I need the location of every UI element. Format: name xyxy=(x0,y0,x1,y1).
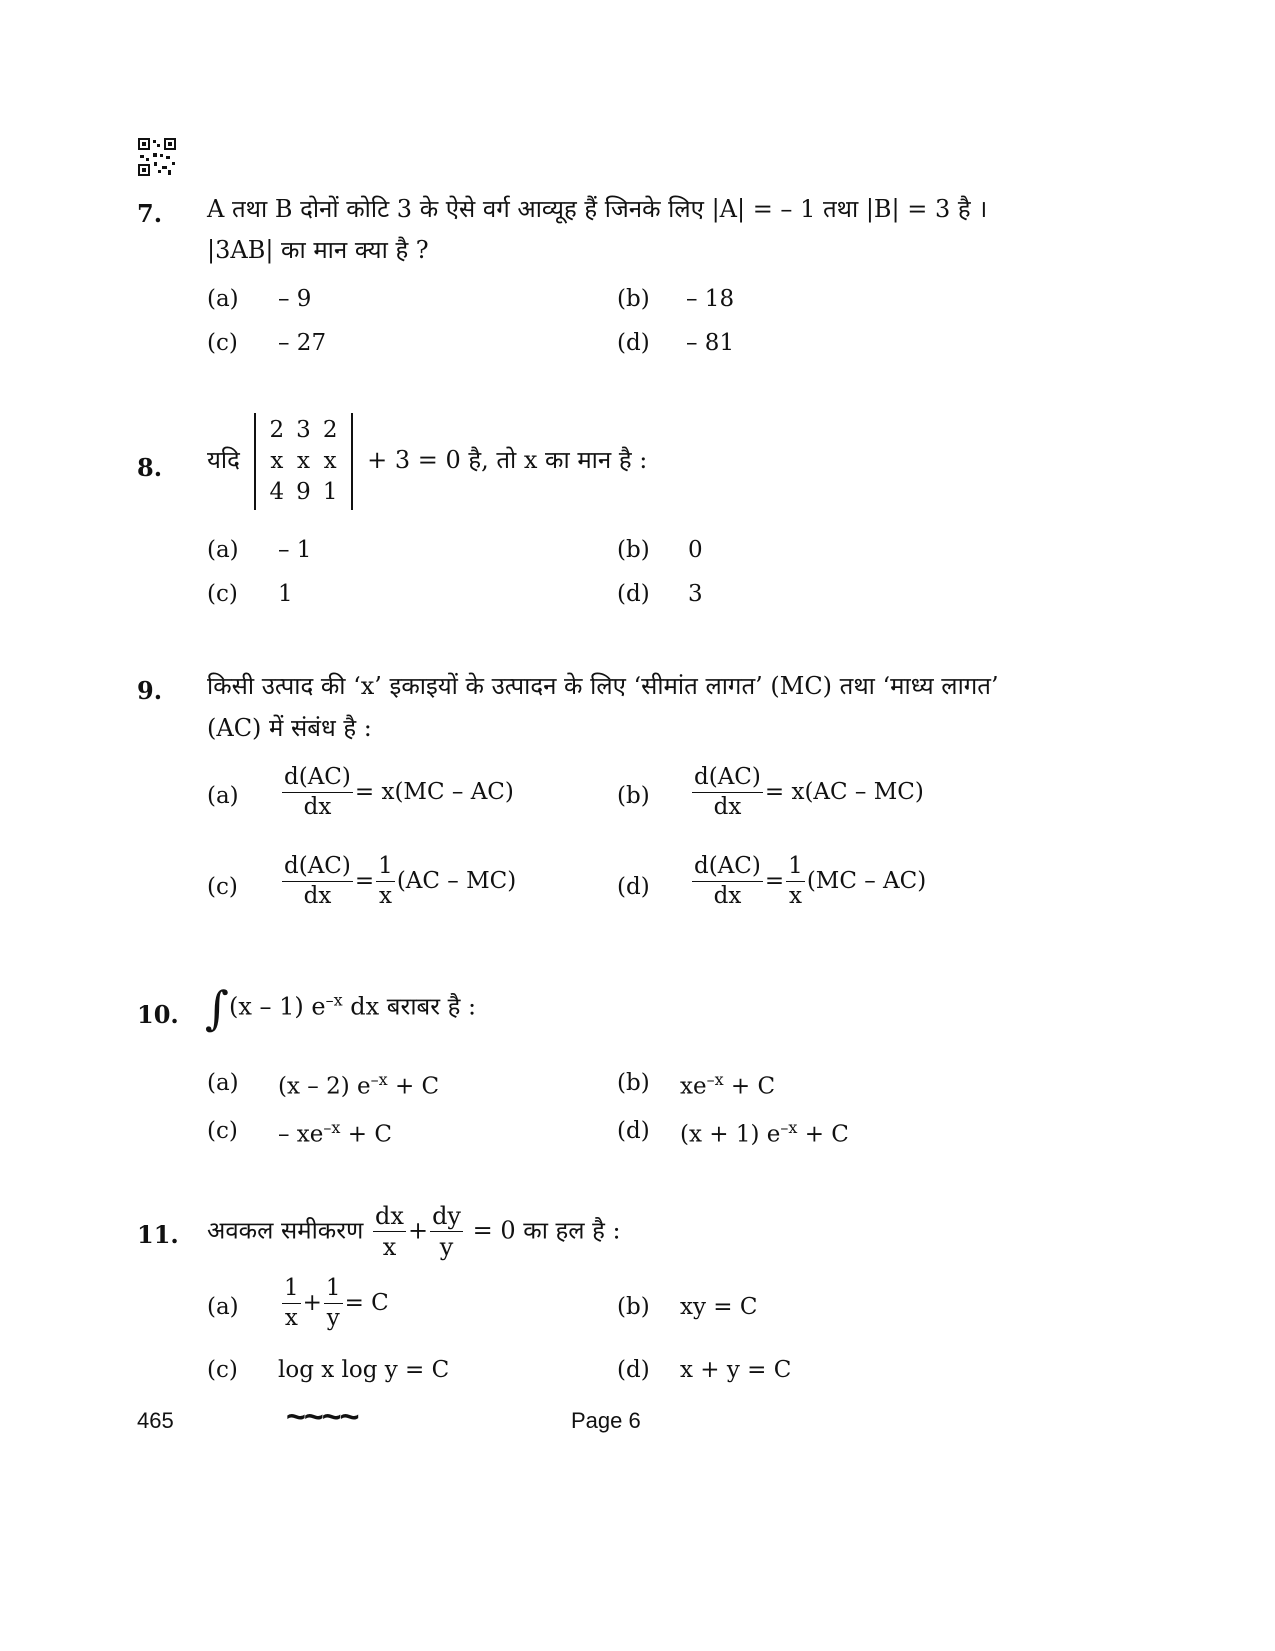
q10-option-a-label: (a) xyxy=(207,1070,239,1096)
question-7-number: 7. xyxy=(137,199,163,228)
q9-option-a-value xyxy=(280,765,514,821)
fraction-denominator: x xyxy=(284,1305,298,1332)
q11-option-a-label: (a) xyxy=(207,1294,239,1320)
matrix-cell: x xyxy=(323,448,337,474)
expr-tail: + C xyxy=(387,1073,440,1100)
q7-option-c-value: – 27 xyxy=(278,330,327,356)
q8-option-a-label: (a) xyxy=(207,537,239,563)
fraction-numerator: 1 xyxy=(324,1276,343,1304)
q7-option-d-label: (d) xyxy=(617,330,650,356)
q9-option-c-label: (c) xyxy=(207,874,238,900)
rhs: (MC – AC) xyxy=(806,867,927,894)
q8-option-c-value: 1 xyxy=(278,581,293,607)
matrix-cell: 9 xyxy=(296,479,311,505)
q8-option-b-value: 0 xyxy=(688,537,703,563)
q8-prefix: यदि xyxy=(207,446,240,474)
q11-option-b-value: xy = C xyxy=(680,1294,758,1320)
rhs: = C xyxy=(344,1289,389,1316)
fraction-numerator: d(AC) xyxy=(282,854,353,882)
question-7-text-line1: A तथा B दोनों कोटि 3 के ऐसे वर्ग आव्यूह हैं जिनके लिए |A| = – 1 तथा |B| = 3 है । xyxy=(207,195,988,223)
question-8-statement xyxy=(207,413,647,510)
q7-option-b-label: (b) xyxy=(617,286,650,312)
fraction-denominator: y xyxy=(439,1233,454,1262)
fraction xyxy=(373,1203,406,1261)
q10-option-c-label: (c) xyxy=(207,1118,238,1144)
q7-option-a-value: – 9 xyxy=(278,286,312,312)
fraction-numerator: dx xyxy=(373,1203,406,1232)
q7-option-d-value: – 81 xyxy=(686,330,735,356)
fraction-denominator: y xyxy=(326,1305,340,1332)
exponent: –x xyxy=(370,1070,388,1089)
exponent: –x xyxy=(780,1118,798,1137)
q9-option-d-value xyxy=(690,854,926,910)
matrix-cell: 2 xyxy=(269,417,285,443)
fraction-numerator: 1 xyxy=(786,854,805,882)
footer-ornament: ~~~~ xyxy=(286,1398,358,1436)
fraction-denominator: x xyxy=(382,1233,397,1262)
fraction-denominator: x xyxy=(379,883,392,910)
question-8-number: 8. xyxy=(137,453,163,482)
plus-sign: + xyxy=(302,1289,322,1316)
q11-option-c-value: log x log y = C xyxy=(278,1357,450,1383)
q8-determinant xyxy=(254,413,354,510)
question-10-statement xyxy=(205,981,477,1035)
q8-option-a-value: – 1 xyxy=(278,537,312,563)
fraction-denominator: dx xyxy=(713,883,742,910)
fraction-denominator: dx xyxy=(303,794,332,821)
q8-option-c-label: (c) xyxy=(207,581,238,607)
fraction xyxy=(692,854,763,910)
q10-option-a-value xyxy=(278,1070,439,1100)
expr-tail: + C xyxy=(723,1073,776,1100)
fraction-denominator: dx xyxy=(303,883,332,910)
q11-option-c-label: (c) xyxy=(207,1357,238,1383)
fraction-numerator: d(AC) xyxy=(692,854,763,882)
q7-option-a-label: (a) xyxy=(207,286,239,312)
q8-option-b-label: (b) xyxy=(617,537,650,563)
question-9-number: 9. xyxy=(137,676,163,705)
expr: xe xyxy=(680,1073,707,1100)
equals: = xyxy=(354,867,375,894)
question-7-text-line2: |3AB| का मान क्या है ? xyxy=(207,236,429,264)
q8-option-d-label: (d) xyxy=(617,581,650,607)
fraction xyxy=(282,854,353,910)
expr: (x – 2) e xyxy=(278,1073,371,1100)
qr-code xyxy=(138,138,176,176)
matrix-cell: x xyxy=(297,448,310,474)
expr-tail: + C xyxy=(797,1121,849,1148)
rhs: = x(MC – AC) xyxy=(354,778,514,805)
q7-option-c-label: (c) xyxy=(207,330,238,356)
q9-option-b-value xyxy=(690,765,924,821)
question-9-text-line1: किसी उत्पाद की ‘x’ इकाइयों के उत्पादन के लिए ‘सीमांत लागत’ (MC) तथा ‘माध्य लागत’ xyxy=(207,672,999,700)
page-number: Page 6 xyxy=(571,1408,641,1433)
question-10-number: 10. xyxy=(137,1000,179,1029)
rhs: (AC – MC) xyxy=(396,867,517,894)
q9-option-d-label: (d) xyxy=(617,874,650,900)
fraction-numerator: 1 xyxy=(376,854,395,882)
integral-sign: ∫ xyxy=(205,981,229,1035)
fraction-numerator: 1 xyxy=(282,1276,301,1304)
fraction-numerator: dy xyxy=(430,1203,463,1232)
question-11-number: 11. xyxy=(137,1220,179,1249)
matrix-cell: 3 xyxy=(296,417,311,443)
fraction-denominator: dx xyxy=(713,794,742,821)
expr-tail: + C xyxy=(340,1121,392,1148)
q11-option-b-label: (b) xyxy=(617,1294,650,1320)
q10-option-b-label: (b) xyxy=(617,1070,650,1096)
rhs: = x(AC – MC) xyxy=(764,778,924,805)
q11-prefix: अवकल समीकरण xyxy=(207,1216,364,1245)
question-9-text-line2: (AC) में संबंध है : xyxy=(207,714,372,742)
q10-option-b-value xyxy=(680,1070,775,1100)
fraction-numerator: d(AC) xyxy=(282,765,353,793)
q10-option-d-label: (d) xyxy=(617,1118,650,1144)
expr: – xe xyxy=(278,1121,324,1148)
q11-option-d-value: x + y = C xyxy=(680,1357,792,1383)
fraction xyxy=(786,854,805,910)
fraction-numerator: d(AC) xyxy=(692,765,763,793)
q11-suffix: = 0 का हल है : xyxy=(472,1216,621,1245)
q10-option-c-value xyxy=(278,1118,392,1148)
exponent: –x xyxy=(323,1118,341,1137)
fraction xyxy=(282,765,353,821)
q8-option-d-value: 3 xyxy=(688,581,703,607)
q10-exponent: –x xyxy=(325,990,343,1010)
fraction xyxy=(430,1203,463,1261)
q11-option-a-value xyxy=(280,1276,389,1332)
matrix-cell: 2 xyxy=(322,417,338,443)
equals: = xyxy=(764,867,785,894)
q9-option-a-label: (a) xyxy=(207,783,239,809)
plus-sign: + xyxy=(407,1216,429,1245)
q10-expr: (x – 1) e xyxy=(228,992,326,1021)
q7-option-b-value: – 18 xyxy=(686,286,735,312)
fraction xyxy=(692,765,763,821)
matrix-cell: x xyxy=(270,448,284,474)
q10-option-d-value xyxy=(680,1118,849,1148)
q11-option-d-label: (d) xyxy=(617,1357,650,1383)
q9-option-c-value xyxy=(280,854,516,910)
q9-option-b-label: (b) xyxy=(617,783,650,809)
exponent: –x xyxy=(706,1070,724,1089)
expr: (x + 1) e xyxy=(680,1121,781,1148)
matrix-cell: 1 xyxy=(322,479,338,505)
matrix-cell: 4 xyxy=(269,479,285,505)
fraction xyxy=(324,1276,343,1332)
fraction-denominator: x xyxy=(789,883,802,910)
q10-tail: dx बराबर है : xyxy=(350,992,477,1021)
fraction xyxy=(282,1276,301,1332)
fraction xyxy=(376,854,395,910)
question-11-statement xyxy=(207,1203,621,1261)
q8-suffix: + 3 = 0 है, तो x का मान है : xyxy=(367,446,648,474)
paper-code: 465 xyxy=(137,1408,174,1433)
